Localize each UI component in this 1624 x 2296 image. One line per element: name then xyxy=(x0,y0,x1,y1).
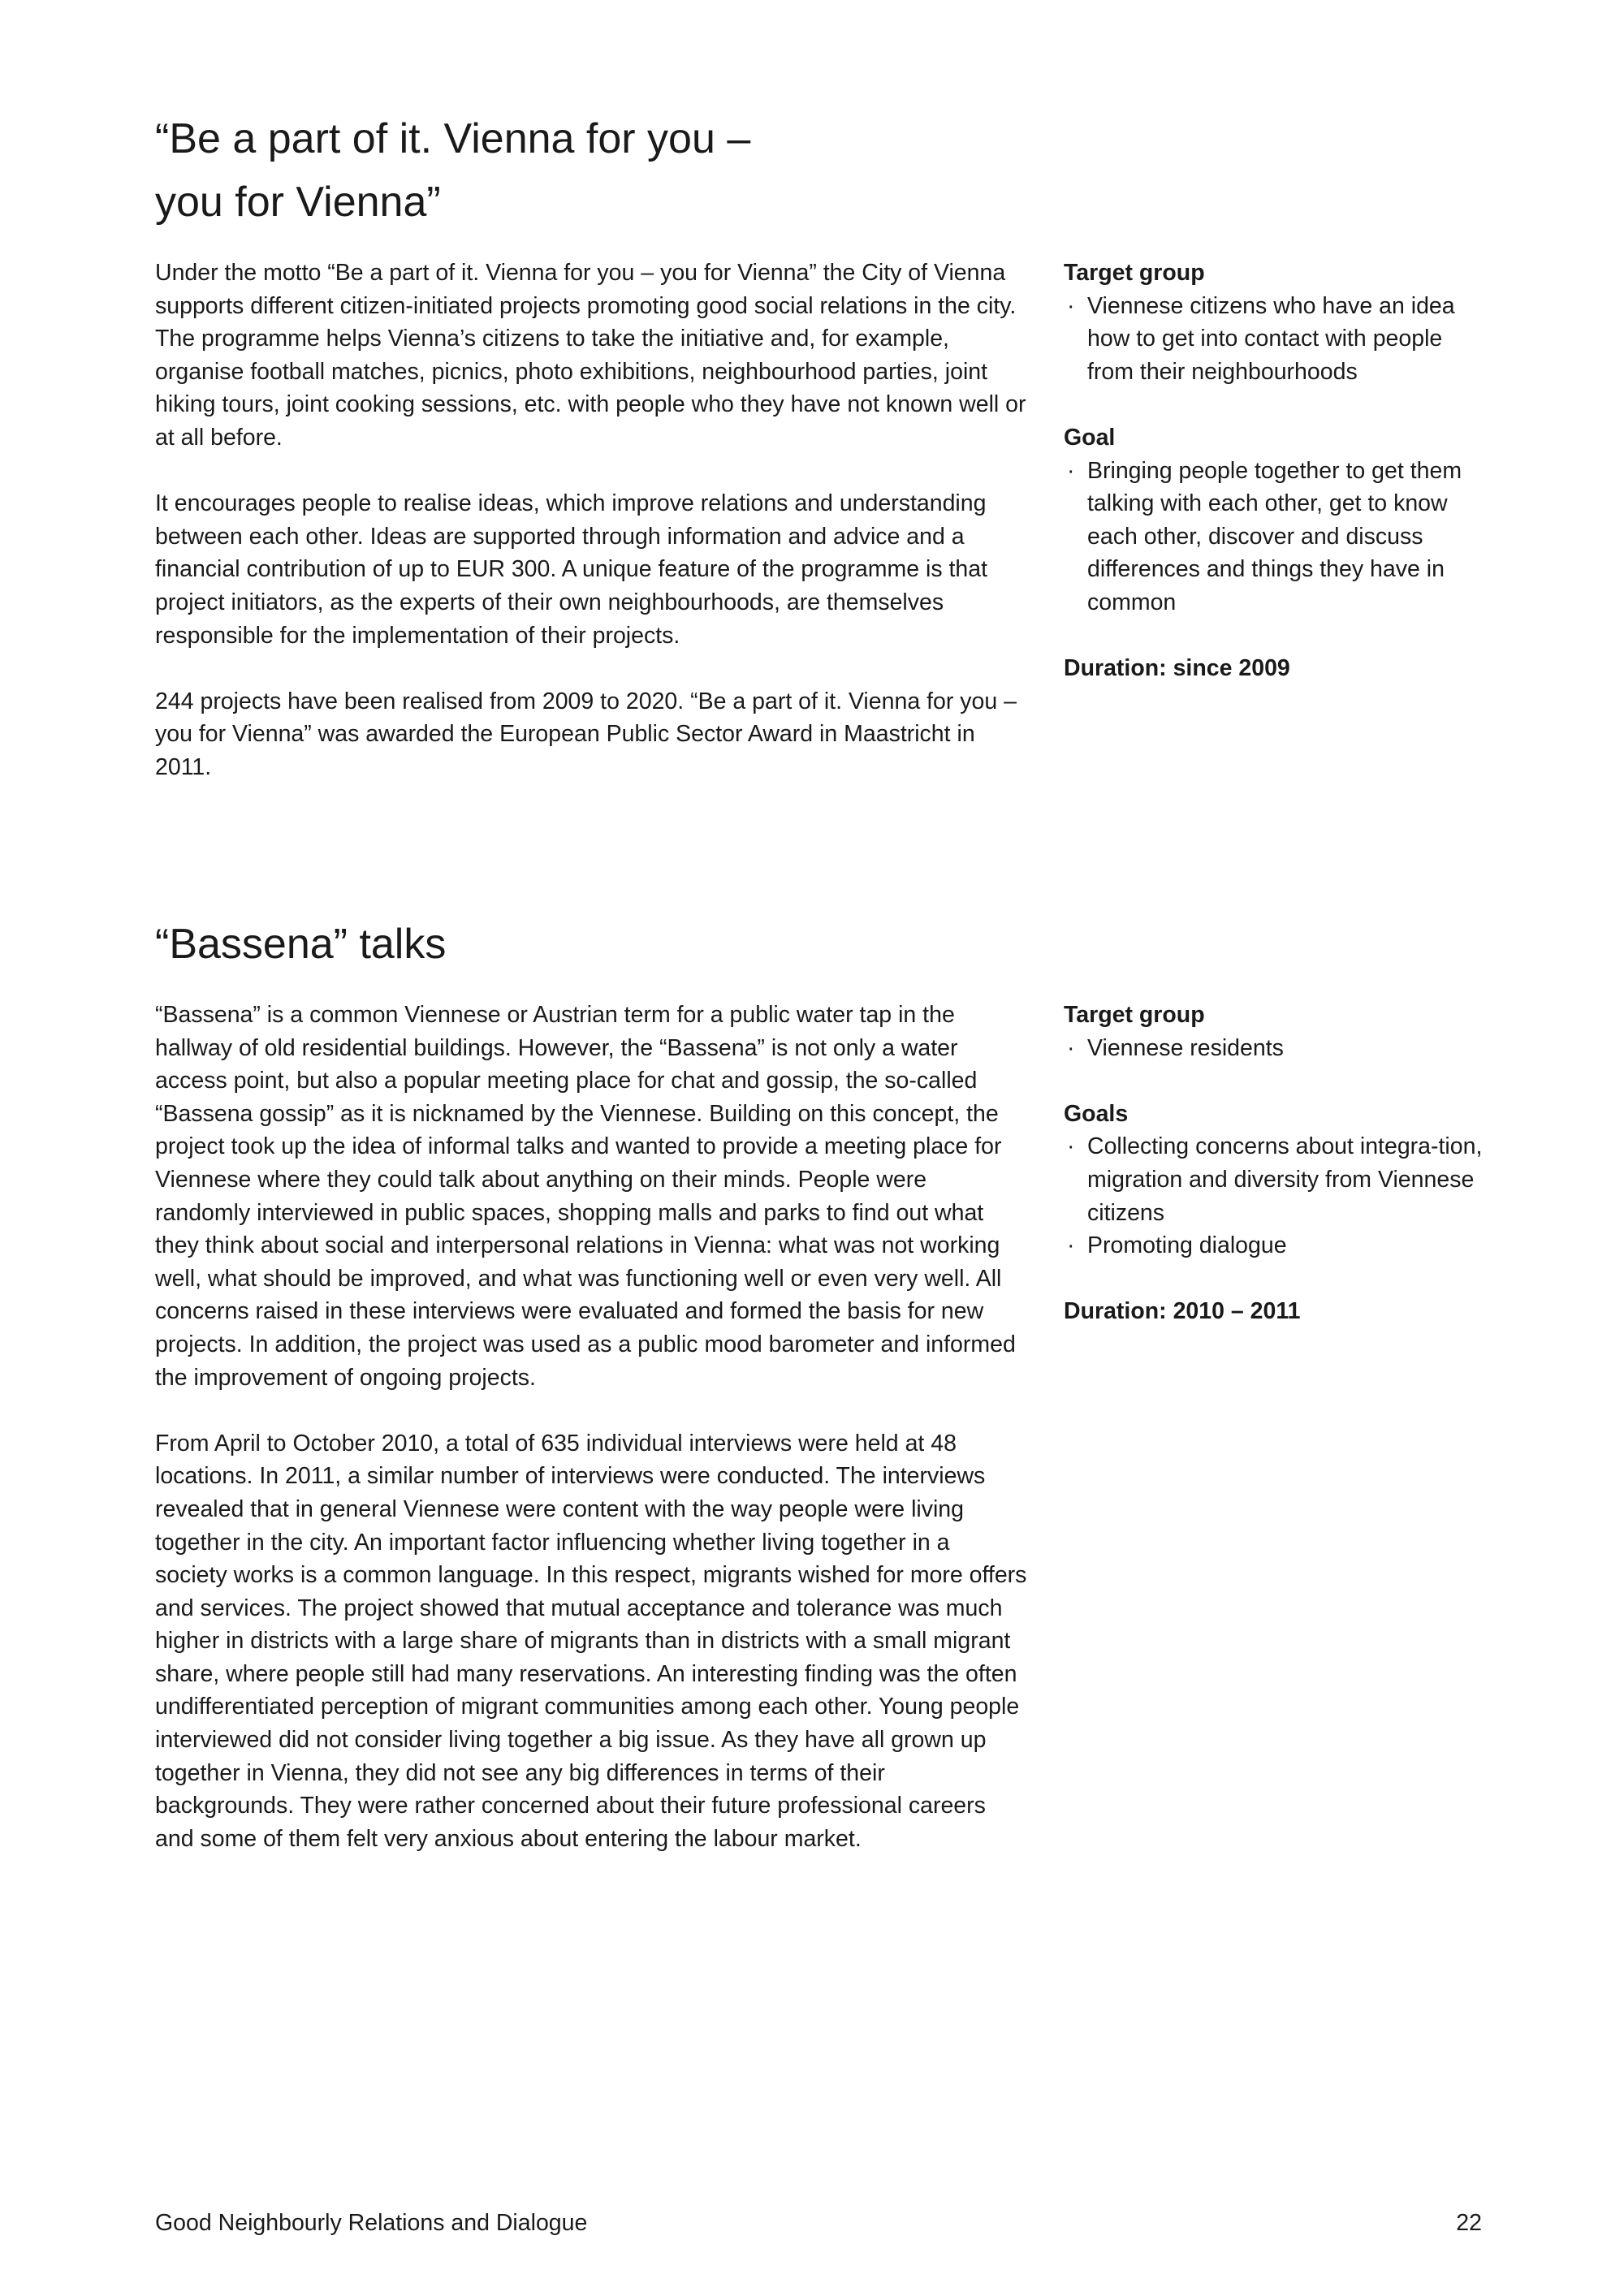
bullet-icon: · xyxy=(1067,457,1075,484)
list-item xyxy=(1064,455,1486,619)
body-paragraph: Under the motto “Be a part of it. Vienna for you – you for Vienna” the City of Vienna supports different citizen-initiated projects promoting good social relations in the city. The programme helps Vienna’s citizens to take the initiative and, for example, organise football matches, picnics, photo exhibitions, neighbourhood parties, joint hiking tours, joint cooking sessions, etc. with people who they have not known well or at all before. xyxy=(155,260,1026,451)
list-item xyxy=(1064,1130,1486,1229)
sidebar-facts xyxy=(1064,999,1486,1328)
list-item xyxy=(1064,1229,1486,1262)
list-item-text: Collecting concerns about integra-tion, migration and diversity from Viennese citizens xyxy=(1087,1133,1483,1226)
bullet-icon: · xyxy=(1067,1232,1075,1259)
section-title: “Be a part of it. Vienna for you – you for Vienna” xyxy=(155,115,751,226)
body-paragraph: It encourages people to realise ideas, which improve relations and understanding between each other. Ideas are supported through information and advice and a financial contribution of up to EUR 300. A unique feature of the programme is that project initiators, as the experts of their own neighbourhoods, are themselves responsible for the implementation of their projects. xyxy=(155,490,988,649)
target-group-list xyxy=(1064,290,1486,389)
list-item-text: Viennese residents xyxy=(1087,1034,1284,1061)
bullet-icon: · xyxy=(1067,1133,1075,1160)
bullet-icon: · xyxy=(1067,292,1075,319)
target-group-label: Target group xyxy=(1064,260,1205,286)
body-paragraph: “Bassena” is a common Viennese or Austrian term for a public water tap in the hallway of old residential buildings. However, the “Bassena” is not only a water access point, but also a popular meeting place for chat and gossip, the so-called “Bassena gossip” as it is nicknamed by the Viennese. Building on this concept, the project took up the idea of informal talks and wanted to provide a meeting place for Viennese where they could talk about anything on their minds. People were randomly interviewed in public spaces, shopping malls and parks to find out what they think about social and interpersonal relations in Vienna: what was not working well, what should be improved, and what was functioning well or even very well. All concerns raised in these interviews were evaluated and formed the basis for new projects. In addition, the project was used as a public mood barometer and informed the improvement of ongoing projects. xyxy=(155,1002,1016,1391)
list-item-text: Bringing people together to get them talking with each other, get to know each other, discover and discuss differences and things they have in common xyxy=(1087,457,1462,615)
duration: Duration: 2010 – 2011 xyxy=(1064,1298,1301,1325)
goals-list xyxy=(1064,1130,1486,1262)
body-paragraph: 244 projects have been realised from 2009 to 2020. “Be a part of it. Vienna for you – you for Vienna” was awarded the European Public Sector Award in Maastricht in 2011. xyxy=(155,688,1017,780)
list-item-text: Promoting dialogue xyxy=(1087,1232,1287,1259)
page-number: 22 xyxy=(1456,2210,1482,2236)
target-group-list xyxy=(1064,1032,1486,1065)
duration: Duration: since 2009 xyxy=(1064,655,1290,682)
body-paragraph: From April to October 2010, a total of 635 individual interviews were held at 48 locations. In 2011, a similar number of interviews were conducted. The interviews revealed that in general Viennese were content with the way people were living together in the city. An important factor influencing whether living together in a society works is a common language. In this respect, migrants wished for more offers and services. The project showed that mutual acceptance and tolerance was much higher in districts with a large share of migrants than in districts with a small migrant share, where people still had many reservations. An interesting finding was the often undifferentiated perception of migrant communities among each other. Young people interviewed did not consider living together a big issue. As they have all grown up together in Vienna, they did not see any big differences in terms of their backgrounds. They were rather concerned about their future professional careers and some of them felt very anxious about entering the labour market. xyxy=(155,1430,1027,1852)
list-item xyxy=(1064,290,1486,389)
goals-label: Goals xyxy=(1064,1100,1129,1127)
list-item xyxy=(1064,1032,1486,1065)
goal-list xyxy=(1064,455,1486,619)
sidebar-facts xyxy=(1064,257,1486,685)
target-group-label: Target group xyxy=(1064,1002,1205,1028)
section-body xyxy=(155,999,1028,1888)
bullet-icon: · xyxy=(1067,1034,1075,1061)
section-title: “Bassena” talks xyxy=(155,921,447,968)
footer-title: Good Neighbourly Relations and Dialogue xyxy=(155,2210,588,2236)
list-item-text: Viennese citizens who have an idea how to get into contact with people from their neighbourhoods xyxy=(1087,292,1455,385)
section-body xyxy=(155,257,1028,817)
goal-label: Goal xyxy=(1064,424,1116,451)
